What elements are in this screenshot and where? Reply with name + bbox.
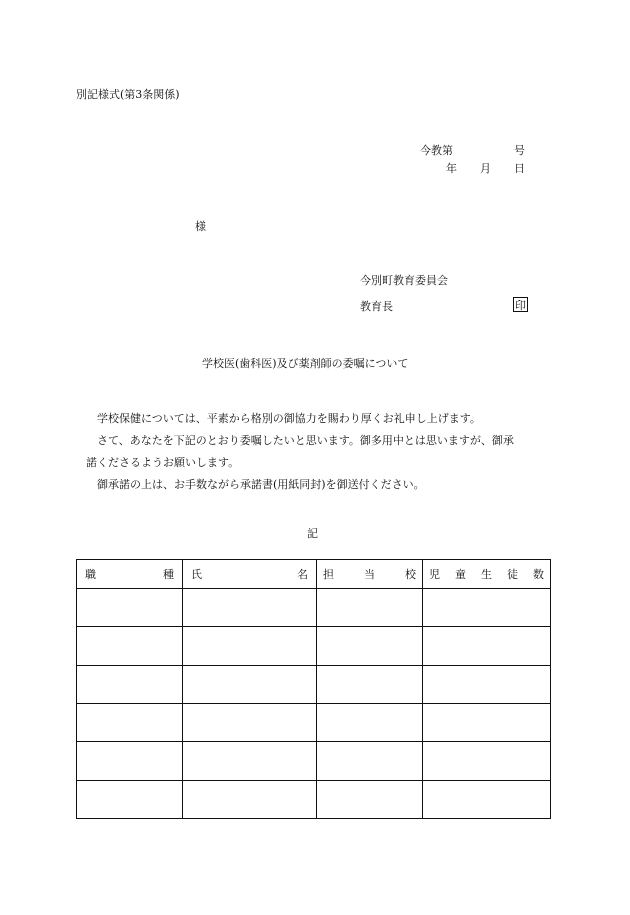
ki-heading: 記	[307, 527, 318, 540]
table-cell	[423, 627, 551, 665]
commission-table	[76, 559, 551, 819]
doc-number-suffix: 号	[514, 144, 525, 157]
body-line: さて、あなたを下記のとおり委嘱したいと思います。御多用中とは思いますが、御承	[86, 434, 514, 447]
table-cell	[317, 703, 423, 741]
body-line: 学校保健については、平素から格別の御協力を賜わり厚くお礼申し上げます。	[86, 412, 481, 425]
table-cell	[77, 589, 183, 627]
table-row	[77, 742, 551, 780]
table-cell	[317, 665, 423, 703]
table-cell	[423, 780, 551, 818]
table-cell	[317, 742, 423, 780]
seal-stamp: 印	[515, 299, 526, 312]
table-cell	[77, 703, 183, 741]
table-cell	[77, 780, 183, 818]
sender-title: 教育長	[360, 300, 393, 313]
date-day: 日	[514, 162, 525, 175]
table-cell	[423, 665, 551, 703]
table-row	[77, 703, 551, 741]
table-cell	[183, 627, 317, 665]
header-assigned-school: 担 当 校	[317, 560, 423, 589]
table-row	[77, 665, 551, 703]
subject-line: 学校医(歯科医)及び薬剤師の委嘱について	[202, 357, 409, 370]
table-row	[77, 589, 551, 627]
table-row	[77, 627, 551, 665]
body-line: 諾くださるようお願いします。	[86, 456, 240, 469]
table-cell	[183, 742, 317, 780]
table-cell	[183, 589, 317, 627]
table-cell	[317, 627, 423, 665]
table-cell	[423, 703, 551, 741]
header-name: 氏 名	[183, 560, 317, 589]
table-cell	[183, 665, 317, 703]
table-cell	[183, 780, 317, 818]
table-cell	[423, 742, 551, 780]
table-cell	[77, 627, 183, 665]
body-line: 御承諾の上は、お手数ながら承諾書(用紙同封)を御送付ください。	[86, 478, 425, 491]
table-cell	[77, 665, 183, 703]
table-cell	[317, 589, 423, 627]
table-cell	[423, 589, 551, 627]
header-job-type: 職 種	[77, 560, 183, 589]
date-year: 年	[446, 162, 457, 175]
doc-number-prefix: 今教第	[420, 144, 453, 157]
table-cell	[317, 780, 423, 818]
table-header-row	[77, 560, 551, 589]
sender-organization: 今別町教育委員会	[360, 274, 448, 287]
table-cell	[77, 742, 183, 780]
body-text	[86, 408, 556, 496]
header-student-count: 児 童 生 徒 数	[423, 560, 551, 589]
table-row	[77, 780, 551, 818]
table-cell	[183, 703, 317, 741]
form-label: 別記様式(第3条関係)	[76, 88, 180, 101]
date-month: 月	[480, 162, 491, 175]
recipient-suffix: 様	[195, 220, 206, 233]
